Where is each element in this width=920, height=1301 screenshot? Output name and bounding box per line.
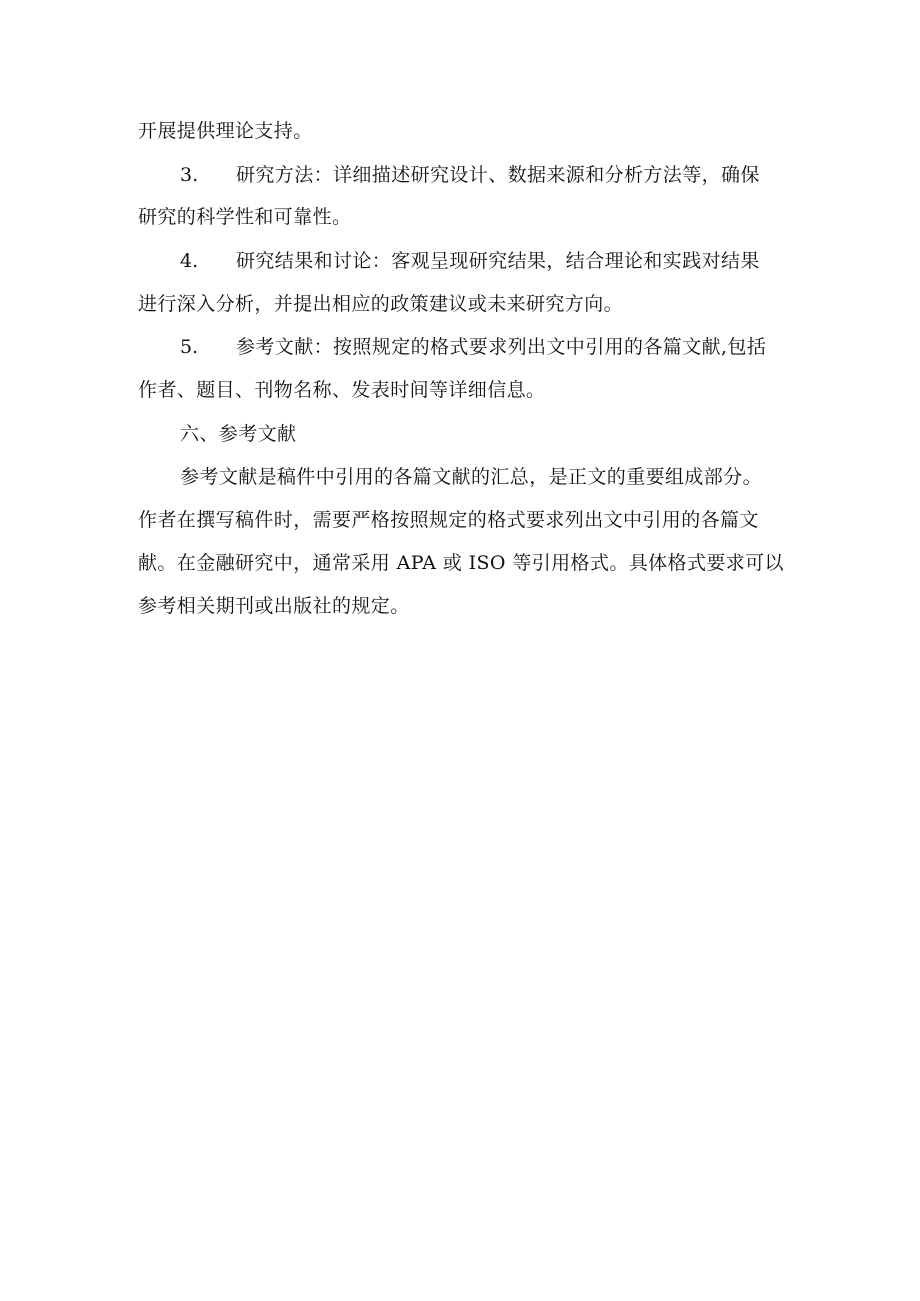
list-item-text: 研究结果和讨论：客观呈现研究结果，结合理论和实践对结果 (236, 250, 760, 272)
paragraph-line: 作者在撰写稿件时，需要严格按照规定的格式要求列出文中引用的各篇文 (138, 509, 759, 531)
paragraph-line: 参考相关期刊或出版社的规定。 (138, 595, 410, 617)
list-item-text: 作者、题目、刊物名称、发表时间等详细信息。 (138, 379, 546, 401)
paragraph-line: 参考文献是稿件中引用的各篇文献的汇总，是正文的重要组成部分。 (180, 466, 763, 488)
list-item-text: 研究的科学性和可靠性。 (138, 206, 352, 228)
list-item-text: 参考文献：按照规定的格式要求列出文中引用的各篇文献,包括 (236, 336, 767, 358)
section-heading: 六、参考文献 (180, 423, 297, 445)
paragraph-line: 献。在金融研究中，通常采用 APA 或 ISO 等引用格式。具体格式要求可以 (138, 552, 784, 574)
list-item-text: 进行深入分析，并提出相应的政策建议或未来研究方向。 (138, 293, 624, 315)
list-item-number: 4. (180, 250, 199, 272)
list-item-number: 3. (180, 164, 199, 186)
paragraph-line: 开展提供理论支持。 (138, 120, 313, 142)
list-item-text: 研究方法：详细描述研究设计、数据来源和分析方法等，确保 (236, 164, 760, 186)
list-item-number: 5. (180, 336, 199, 358)
